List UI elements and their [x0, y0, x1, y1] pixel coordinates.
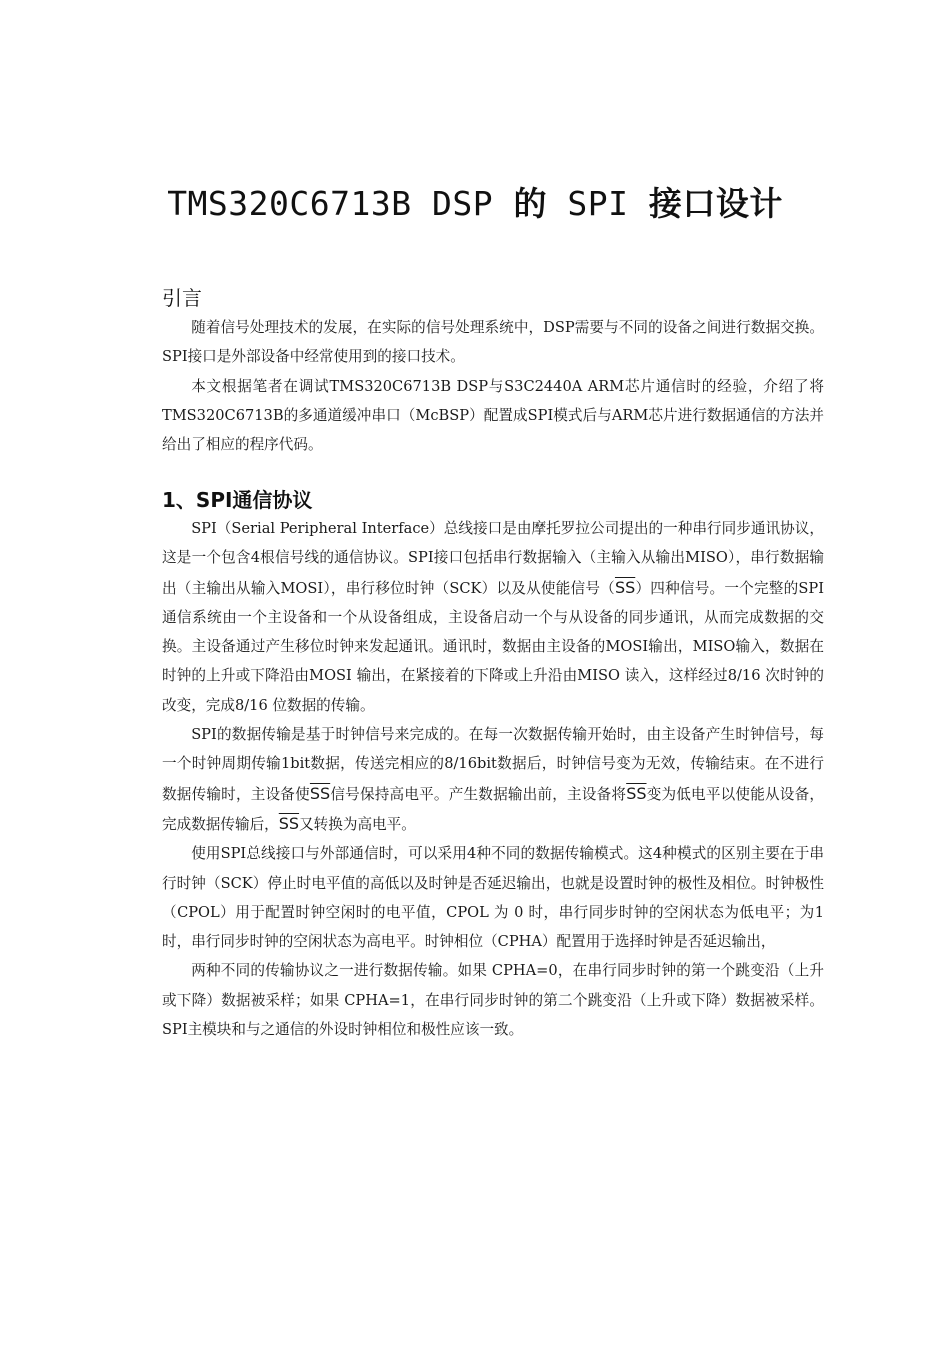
ss-signal-overline: $\overline{SS}$ [626, 783, 647, 803]
text-run: 信号保持高电平。产生数据输出前，主设备将 [330, 785, 627, 803]
ss-signal-overline: $\overline{SS}$ [309, 783, 331, 803]
spi-body [162, 514, 824, 1044]
paragraph [162, 720, 824, 839]
section-heading-intro: 引言 [162, 286, 202, 310]
text-run: SPI（Serial Peripheral Interface）总线接口是由摩托罗拉公司提出的一种串行同步通讯协议，这是一个包含4根信号线的通信协议。SPI接口包括串行数据输入（主输入从输出MISO），串行数据输出（主输出从输入MOSI），串行移位时钟（SCK）以及从使能信号（ [162, 520, 824, 597]
title-part-latin-1: TMS320C6713B DSP [167, 184, 494, 223]
title-part-cjk-2: 接口设计 [648, 184, 783, 223]
paragraph: 两种不同的传输协议之一进行数据传输。如果 CPHA=0，在串行同步时钟的第一个跳变沿（上升或下降）数据被采样；如果 CPHA=1，在串行同步时钟的第二个跳变沿（上升或下降）数据被采样。SPI主模块和与之通信的外设时钟相位和极性应该一致。 [162, 962, 824, 1039]
paragraph [162, 514, 824, 720]
text-run: 变为低电平以使能从设备，完成数据传输后， [162, 785, 824, 833]
ss-signal-overline: $\overline{SS}$ [614, 577, 636, 597]
title-part-latin-2: SPI [567, 184, 629, 223]
text-run: ）四种信号。一个完整的SPI通信系统由一个主设备和一个从设备组成，主设备启动一个与从设备的同步通讯，从而完成数据的交换。主设备通过产生移位时钟来发起通讯。通讯时，数据由主设备的MOSI输出，MISO输入，数据在时钟的上升或下降沿由MOSI 输出，在紧接着的下降或上升沿由MISO 读入，这样经过8/16 次时钟的改变，完成8/16 位数据的传输。 [162, 579, 824, 714]
title-part-cjk-1: 的 [513, 184, 547, 223]
paragraph: 随着信号处理技术的发展，在实际的信号处理系统中，DSP需要与不同的设备之间进行数据交换。SPI接口是外部设备中经常使用到的接口技术。 [162, 319, 824, 366]
ss-signal-overline: $\overline{SS}$ [278, 813, 300, 833]
section-heading-spi: 1、SPI通信协议 [162, 488, 313, 512]
intro-body [162, 313, 824, 459]
text-run: SPI的数据传输是基于时钟信号来完成的。在每一次数据传输开始时，由主设备产生时钟信号，每一个时钟周期传输1bit数据，传送完相应的8/16bit数据后，时钟信号变为无效，传输结束。在不进行数据传输时，主设备使 [162, 726, 824, 803]
paragraph: 使用SPI总线接口与外部通信时，可以采用4种不同的数据传输模式。这4种模式的区别主要在于串行时钟（SCK）停止时电平值的高低以及时钟是否延迟输出，也就是设置时钟的极性及相位。时钟极性（CPOL）用于配置时钟空闲时的电平值，CPOL 为 0 时，串行同步时钟的空闲状态为低电平；为1时，串行同步时钟的空闲状态为高电平。时钟相位（CPHA）配置用于选择时钟是否延迟输出， [162, 845, 824, 951]
document-title [0, 178, 950, 225]
text-run: 又转换为高电平。 [299, 815, 416, 833]
paragraph: 本文根据笔者在调试TMS320C6713B DSP与S3C2440A ARM芯片通信时的经验，介绍了将TMS320C6713B的多通道缓冲串口（McBSP）配置成SPI模式后与ARM芯片进行数据通信的方法并给出了相应的程序代码。 [162, 377, 824, 454]
